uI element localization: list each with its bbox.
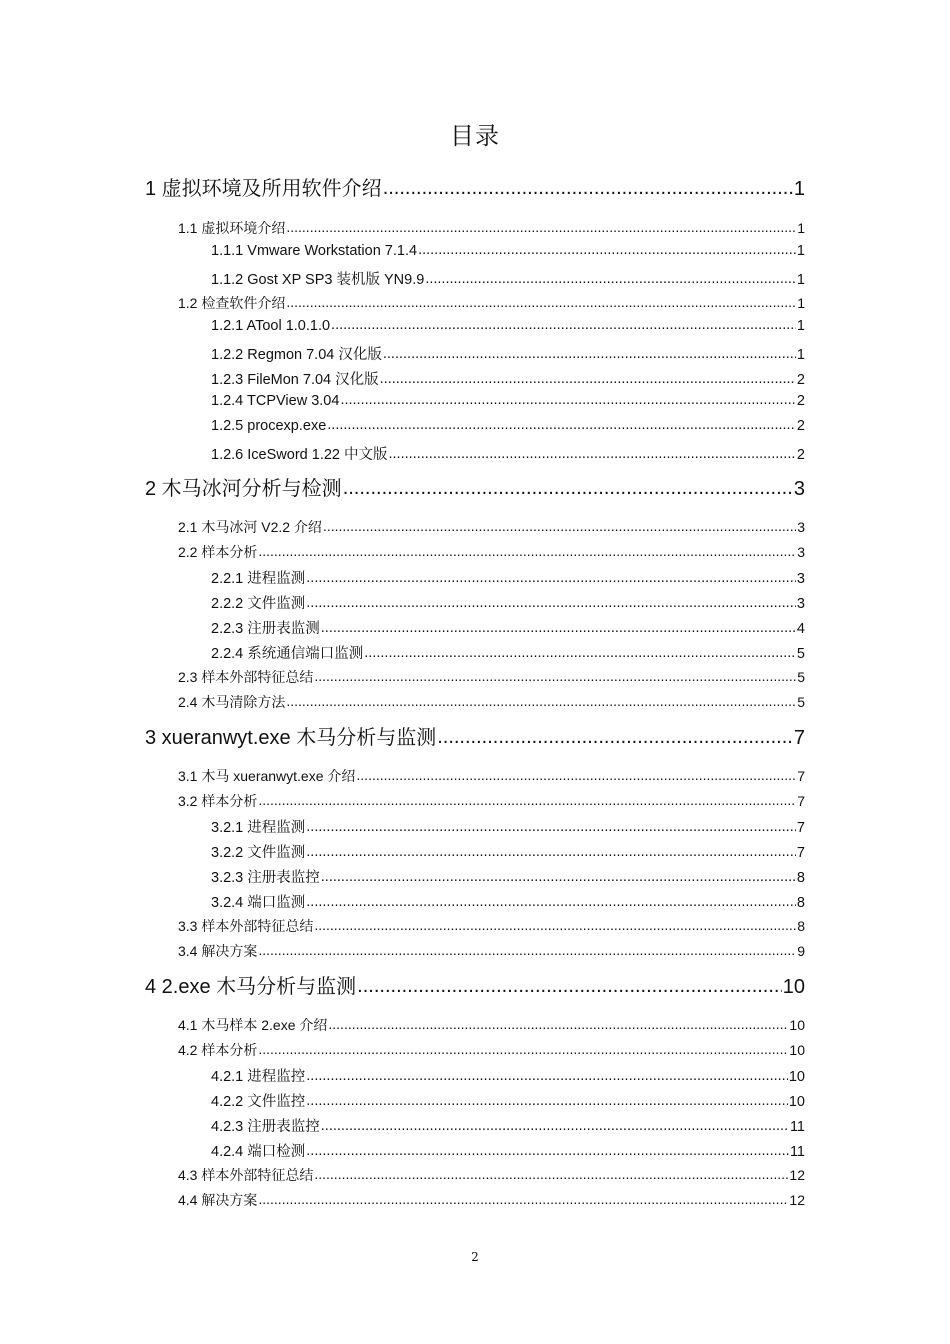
toc-entry-label: 4.2.2 文件监控 [211, 1094, 306, 1110]
dot-leader [314, 1166, 788, 1182]
dot-leader [306, 1068, 788, 1084]
dot-leader [331, 317, 796, 333]
toc-entry-level-3[interactable] [211, 368, 805, 389]
toc-entry-label: 2.2.2 文件监测 [211, 596, 306, 612]
toc-entry-page: 11 [789, 1144, 805, 1160]
dot-leader [258, 1041, 788, 1057]
toc-entry-page: 7 [797, 768, 805, 784]
toc-entry-page: 5 [797, 694, 805, 710]
toc-entry-page: 4 [796, 621, 805, 637]
toc-entry-label: 1.1.1 Vmware Workstation 7.1.4 [211, 243, 418, 259]
dot-leader [258, 1191, 788, 1207]
toc-entry-label: 4.2.4 端口检测 [211, 1144, 306, 1160]
dot-leader [437, 726, 793, 749]
toc-entry-page: 12 [789, 1167, 805, 1183]
toc-entry-page: 5 [797, 669, 805, 685]
toc-entry-label: 1.1 虚拟环境介绍 [178, 220, 286, 236]
toc-entry-level-2[interactable] [178, 766, 805, 786]
toc-entry-level-2[interactable] [178, 667, 805, 687]
toc-entry-label: 3.4 解决方案 [178, 943, 258, 959]
toc-entry-level-3[interactable] [211, 567, 805, 588]
toc-entry-label: 1.1.2 Gost XP SP3 装机版 YN9.9 [211, 272, 425, 288]
toc-entry-page: 1 [796, 243, 805, 259]
toc-entry-level-3[interactable] [211, 1140, 805, 1161]
toc-entry-page: 1 [796, 318, 805, 334]
toc-entry-label: 2.2 样本分析 [178, 544, 258, 560]
toc-entry-label: 2.1 木马冰河 V2.2 介绍 [178, 519, 322, 535]
toc-entry-level-3[interactable] [211, 891, 805, 912]
toc-entry-page: 10 [788, 1069, 805, 1085]
toc-entry-page: 12 [789, 1192, 805, 1208]
toc-entry-label: 1.2.4 TCPView 3.04 [211, 393, 340, 409]
dot-leader [306, 570, 796, 586]
toc-entry-level-1[interactable] [145, 172, 805, 201]
toc-entry-page: 3 [797, 519, 805, 535]
toc-entry-level-2[interactable] [178, 1040, 805, 1060]
toc-entry-label: 1.2.5 procexp.exe [211, 418, 327, 434]
toc-entry-level-3[interactable] [211, 841, 805, 862]
dot-leader [321, 869, 796, 885]
toc-entry-label: 3.2.2 文件监测 [211, 845, 306, 861]
toc-entry-page: 7 [793, 727, 805, 749]
toc-entry-label: 1.2.6 IceSword 1.22 中文版 [211, 447, 388, 463]
dot-leader [356, 767, 796, 783]
toc-entry-level-3[interactable] [211, 617, 805, 638]
toc-entry-level-3[interactable] [211, 393, 805, 409]
toc-entry-level-2[interactable] [178, 293, 805, 313]
dot-leader [418, 242, 796, 258]
toc-entry-label: 4.3 样本外部特征总结 [178, 1167, 314, 1183]
toc-entry-level-3[interactable] [211, 592, 805, 613]
toc-entry-level-2[interactable] [178, 1015, 805, 1035]
toc-entry-label: 3.2 样本分析 [178, 793, 258, 809]
dot-leader [306, 819, 796, 835]
toc-entry-page: 2 [796, 393, 805, 409]
dot-leader [258, 942, 796, 958]
toc-entry-page: 5 [796, 646, 805, 662]
dot-leader [327, 417, 796, 433]
toc-entry-label: 4.2 样本分析 [178, 1042, 258, 1058]
dot-leader [286, 294, 796, 310]
dot-leader [383, 177, 793, 200]
toc-entry-page: 8 [796, 870, 805, 886]
toc-entry-page: 2 [796, 418, 805, 434]
dot-leader [306, 1143, 789, 1159]
dot-leader [258, 792, 796, 808]
toc-entry-label: 2.4 木马清除方法 [178, 694, 286, 710]
dot-leader [389, 446, 796, 462]
toc-entry-level-3[interactable] [211, 268, 805, 289]
dot-leader [314, 668, 796, 684]
toc-entry-page: 1 [797, 295, 805, 311]
toc-entry-level-1[interactable] [145, 970, 805, 999]
toc-entry-page: 1 [796, 272, 805, 288]
toc-entry-label: 4.2.1 进程监控 [211, 1069, 306, 1085]
toc-entry-page: 3 [796, 571, 805, 587]
page-number: 2 [471, 1250, 479, 1264]
dot-leader [306, 595, 796, 611]
toc-entry-level-3[interactable] [211, 642, 805, 663]
dot-leader [364, 645, 796, 661]
toc-entry-page: 1 [796, 347, 805, 363]
toc-entry-page: 10 [789, 1042, 805, 1058]
toc-entry-level-3[interactable] [211, 443, 805, 464]
toc-entry-page: 3 [796, 596, 805, 612]
toc-entry-label: 4.1 木马样本 2.exe 介绍 [178, 1017, 328, 1033]
toc-entry-level-1[interactable] [145, 721, 805, 750]
toc-entry-level-3[interactable] [211, 1090, 805, 1111]
toc-entry-label: 3.3 样本外部特征总结 [178, 918, 314, 934]
dot-leader [314, 917, 796, 933]
dot-leader [343, 477, 793, 500]
toc-entry-level-2[interactable] [178, 218, 805, 238]
toc-entry-label: 4.2.3 注册表监控 [211, 1119, 320, 1135]
toc-entry-label: 2.2.4 系统通信端口监测 [211, 646, 364, 662]
toc-entry-level-3[interactable] [211, 318, 805, 334]
toc-entry-label: 1.2.1 ATool 1.0.1.0 [211, 318, 331, 334]
toc-entry-page: 1 [797, 220, 805, 236]
toc-entry-label: 1.2.3 FileMon 7.04 汉化版 [211, 372, 379, 388]
toc-entry-label: 2 木马冰河分析与检测 [145, 478, 342, 500]
dot-leader [321, 620, 796, 636]
toc-entry-level-2[interactable] [178, 941, 805, 961]
toc-entry-page: 8 [797, 918, 805, 934]
toc-entry-page: 11 [789, 1119, 805, 1135]
dot-leader [306, 844, 796, 860]
dot-leader [286, 219, 796, 235]
toc-entry-page: 2 [796, 372, 805, 388]
toc-entry-page: 1 [793, 178, 805, 200]
toc-entry-level-2[interactable] [178, 791, 805, 811]
toc-entry-label: 4 2.exe 木马分析与监测 [145, 976, 357, 998]
toc-entry-page: 10 [789, 1017, 805, 1033]
toc-entry-level-3[interactable] [211, 418, 805, 434]
toc-entry-label: 3.2.4 端口监测 [211, 895, 306, 911]
toc-entry-level-2[interactable] [178, 1165, 805, 1185]
dot-leader [258, 543, 796, 559]
toc-entry-level-1[interactable] [145, 472, 805, 501]
toc-entry-level-2[interactable] [178, 542, 805, 562]
toc-entry-page: 3 [797, 544, 805, 560]
dot-leader [306, 1093, 788, 1109]
toc-entry-page: 7 [796, 820, 805, 836]
dot-leader [425, 271, 796, 287]
toc-entry-label: 2.2.3 注册表监测 [211, 621, 320, 637]
toc-entry-label: 3.1 木马 xueranwyt.exe 介绍 [178, 768, 356, 784]
toc-entry-level-2[interactable] [178, 1190, 805, 1210]
toc-title: 目录 [450, 122, 500, 150]
toc-entry-label: 3.2.3 注册表监控 [211, 870, 320, 886]
toc-entry-page: 10 [788, 1094, 805, 1110]
toc-entry-page: 10 [782, 976, 805, 998]
toc-entry-level-2[interactable] [178, 517, 805, 537]
toc-entry-level-3[interactable] [211, 343, 805, 364]
toc-entry-level-3[interactable] [211, 1115, 805, 1136]
dot-leader [380, 371, 796, 387]
toc-entry-label: 1 虚拟环境及所用软件介绍 [145, 178, 382, 200]
toc-entry-page: 2 [796, 447, 805, 463]
toc-entry-level-3[interactable] [211, 816, 805, 837]
toc-entry-level-3[interactable] [211, 866, 805, 887]
toc-entry-page: 8 [796, 895, 805, 911]
toc-entry-label: 3.2.1 进程监测 [211, 820, 306, 836]
toc-entry-level-3[interactable] [211, 243, 805, 259]
toc-entry-label: 2.2.1 进程监测 [211, 571, 306, 587]
toc-entry-label: 1.2 检查软件介绍 [178, 295, 286, 311]
dot-leader [321, 1118, 789, 1134]
toc-entry-label: 1.2.2 Regmon 7.04 汉化版 [211, 347, 382, 363]
toc-entry-level-2[interactable] [178, 692, 805, 712]
toc-entry-page: 3 [793, 478, 805, 500]
toc-entry-page: 9 [797, 943, 805, 959]
dot-leader [383, 346, 796, 362]
toc-entry-label: 2.3 样本外部特征总结 [178, 669, 314, 685]
dot-leader [306, 894, 796, 910]
toc-entry-level-2[interactable] [178, 916, 805, 936]
dot-leader [328, 1016, 788, 1032]
toc-entry-level-3[interactable] [211, 1065, 805, 1086]
toc-entry-label: 3 xueranwyt.exe 木马分析与监测 [145, 727, 437, 749]
toc-entry-page: 7 [796, 845, 805, 861]
dot-leader [340, 392, 795, 408]
dot-leader [323, 518, 796, 534]
dot-leader [357, 975, 782, 998]
toc-entry-label: 4.4 解决方案 [178, 1192, 258, 1208]
toc-entry-page: 7 [797, 793, 805, 809]
dot-leader [286, 693, 796, 709]
